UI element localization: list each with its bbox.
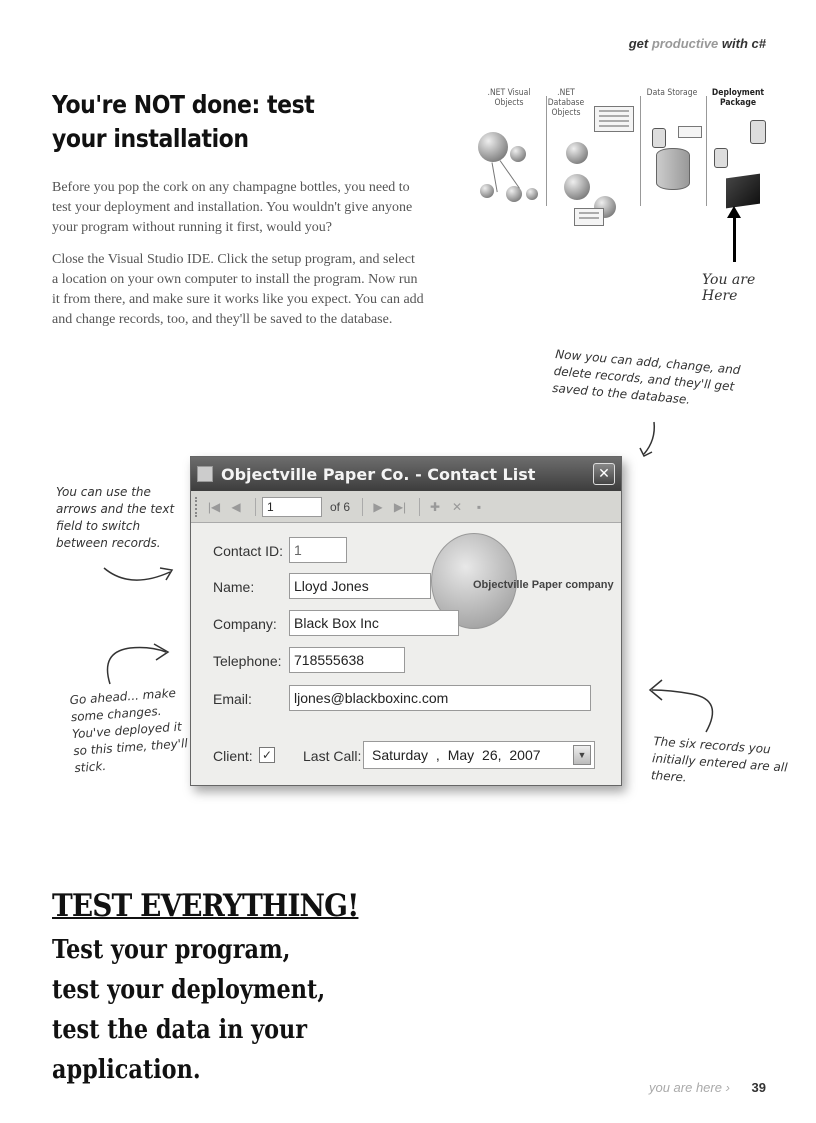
object-sphere (478, 132, 508, 162)
toolbar-separator (255, 498, 256, 516)
position-input[interactable]: 1 (262, 497, 322, 517)
app-icon (197, 466, 213, 482)
move-last-icon[interactable]: ▶| (393, 499, 407, 514)
annotation-arrows-switch: You can use the arrows and the text field to switch between records. (56, 485, 175, 550)
package-file (750, 120, 766, 144)
running-header (629, 36, 766, 51)
contact-form (191, 523, 621, 785)
window-title: Objectville Paper Co. - Contact List (221, 464, 536, 484)
up-arrow-icon (733, 216, 736, 262)
footer-you-are-here: you are here › (648, 1080, 730, 1095)
you-are-here-label: You are Here (702, 272, 756, 304)
test-everything-heading: TEST EVERYTHING! (52, 888, 359, 924)
object-sphere (510, 146, 526, 162)
page-heading (52, 88, 316, 156)
heading-line-2: your installation (52, 124, 249, 153)
annotation-arrow-icon (100, 560, 180, 590)
object-sphere (480, 184, 494, 198)
annotation-records-saved: Now you can add, change, and delete records, and they'll get saved to the database. (551, 346, 741, 407)
package-file (714, 148, 728, 168)
page-number: 39 (751, 1080, 766, 1095)
diagram-divider (706, 96, 707, 206)
toolbar-grip[interactable] (195, 497, 199, 517)
header-get: get (628, 36, 649, 51)
header-productive: productive (651, 36, 719, 51)
contact-id-label: Contact ID: (213, 543, 284, 559)
save-icon[interactable]: ▪ (476, 499, 482, 514)
toolbar-separator (419, 498, 420, 516)
connector-line (500, 160, 520, 188)
binding-navigator (191, 491, 621, 523)
company-label: Company: (213, 616, 277, 632)
page-footer (649, 1080, 766, 1095)
company-logo-text: Objectville Paper company (473, 579, 614, 591)
storage-doc (678, 126, 702, 138)
last-call-label: Last Call: (303, 748, 362, 764)
toolbar-separator (362, 498, 363, 516)
annotation-arrow-icon (100, 638, 180, 688)
record-count-label: of 6 (330, 499, 351, 514)
last-call-date-value: Saturday , May 26, 2007 (372, 747, 541, 763)
label-deployment-package: Deployment Package (711, 88, 765, 108)
contact-id-field[interactable]: 1 (289, 537, 347, 563)
test-everything-subtext: Test your program, test your deployment, test the data in your application. (52, 935, 326, 1085)
label-net-visual-objects: .NET Visual Objects (487, 88, 531, 108)
database-object-doc (594, 106, 634, 132)
label-data-storage: Data Storage (646, 88, 698, 98)
last-call-date-picker[interactable] (363, 741, 595, 769)
intro-paragraph: Before you pop the cork on any champagne bottles, you need to test your deployment and installation. You wouldn't give anyone your program without running it first, would you? (52, 180, 413, 235)
annotation-arrow-icon (640, 420, 660, 460)
company-field[interactable]: Black Box Inc (289, 610, 459, 636)
heading-line-1: You're NOT done: test (52, 90, 315, 119)
object-sphere (566, 142, 588, 164)
data-storage-cylinder (656, 148, 690, 190)
diagram-divider (640, 96, 641, 206)
annotation-arrow-icon (646, 676, 726, 736)
name-field[interactable]: Lloyd Jones (289, 573, 431, 599)
telephone-label: Telephone: (213, 653, 282, 669)
object-sphere (526, 188, 538, 200)
email-label: Email: (213, 691, 252, 707)
telephone-field[interactable]: 718555638 (289, 647, 405, 673)
instructions-paragraph: Close the Visual Studio IDE. Click the setup program, and select a location on your own computer to install the program. Now run it from there, and make sure it works like you expect. You can add and change records, too, and they'll be saved to the database. (52, 252, 424, 327)
database-object-doc (574, 208, 604, 226)
header-with-csharp: with c# (721, 36, 766, 51)
move-next-icon[interactable]: ▶ (373, 499, 383, 514)
move-previous-icon[interactable]: ◀ (231, 499, 241, 514)
deployment-package-box (726, 174, 760, 209)
close-button[interactable]: ✕ (593, 463, 615, 485)
deployment-diagram (470, 86, 770, 304)
client-label: Client: (213, 748, 253, 764)
storage-item (652, 128, 666, 148)
move-first-icon[interactable]: |◀ (207, 499, 221, 514)
name-label: Name: (213, 579, 255, 595)
title-bar[interactable] (191, 457, 621, 491)
email-field[interactable]: ljones@blackboxinc.com (289, 685, 591, 711)
annotation-make-changes: Go ahead... make some changes. You've deployed it so this time, they'll stick. (69, 685, 189, 776)
object-sphere (506, 186, 522, 202)
object-sphere (564, 174, 590, 200)
contact-list-window (190, 456, 622, 786)
delete-icon[interactable]: ✕ (451, 499, 463, 514)
diagram-divider (546, 96, 547, 206)
add-new-icon[interactable]: ✚ (429, 499, 441, 514)
label-net-database-objects: .NET Database Objects (547, 88, 585, 118)
annotation-six-records: The six records you initially entered are all there. (650, 734, 788, 785)
chevron-down-icon[interactable]: ▼ (573, 745, 591, 765)
client-checkbox[interactable]: ✓ (259, 747, 275, 763)
